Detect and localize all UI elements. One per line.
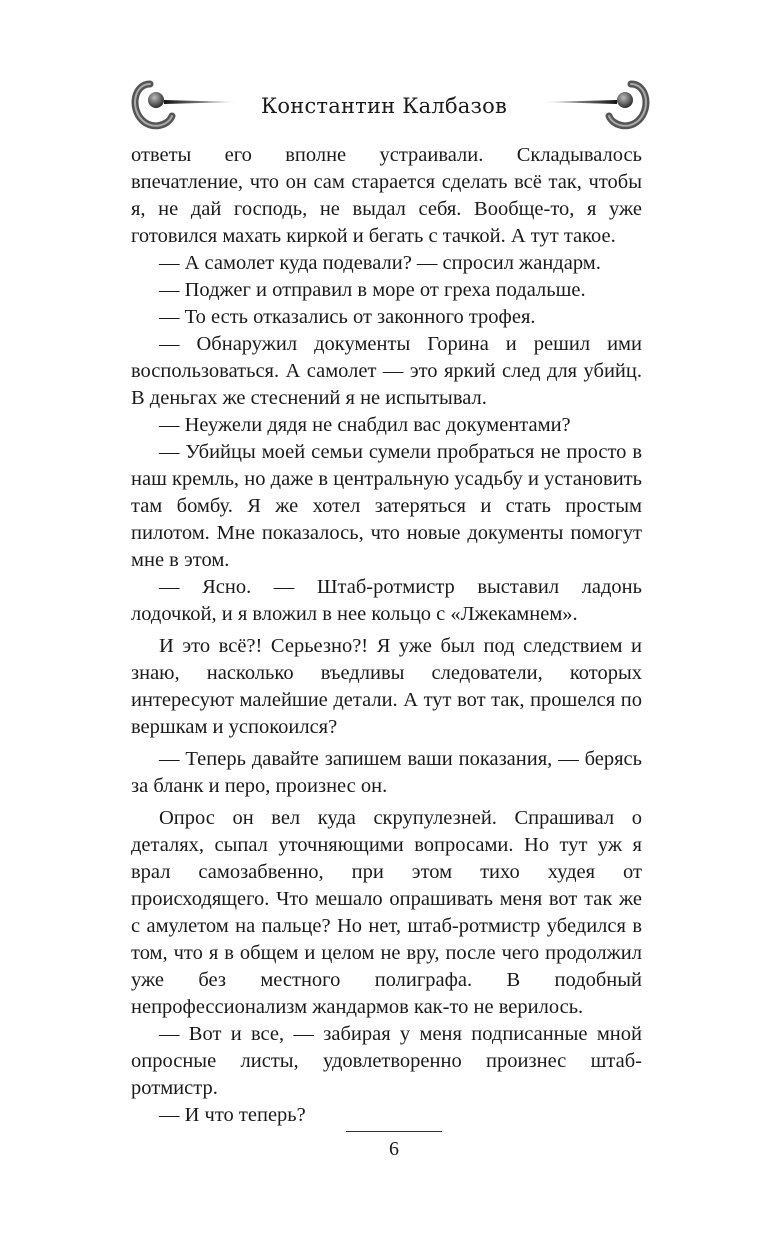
paragraph: — Теперь давайте запишем ваши показания, — берясь за бланк и перо, произнес он. (131, 748, 642, 797)
paragraph: — Неужели дядя не снабдил вас документами? (159, 414, 571, 436)
paragraph: — Обнаружил документы Горина и решил ими воспользоваться. А самолет — это яркий след для убийц. В деньгах же стеснений я не испытывал. (131, 333, 642, 409)
paragraph: — Ясно. — Штаб-ротмистр выставил ладонь лодочкой, и я вложил в нее кольцо с «Лжекамнем». (131, 576, 642, 625)
paragraph: — То есть отказались от законного трофея. (159, 306, 536, 328)
footer-rule (346, 1131, 442, 1132)
paragraph: Опрос он вел куда скрупулезней. Спрашивал о деталях, сыпал уточняющими вопросами. Но тут уж я врал самозабвенно, при этом тихо худея от происходящего. Что мешало опрашивать меня вот так же с амулетом на пальце? Но нет, штаб-ротмистр убедился в том, что я в общем и целом не вру, после чего продолжил уже без местного полиграфа. В подобный непрофессионализм жандармов как-то не верилось. (131, 807, 642, 1018)
paragraph: — И что теперь? (159, 1104, 306, 1126)
paragraph: — Поджег и отправил в море от греха подальше. (159, 279, 586, 301)
page-header (0, 74, 768, 138)
paragraph: ответы его вполне устраивали. Складывалось впечатление, что он сам старается сделать всё так, чтобы я, не дай господь, не выдал себя. Вообще-то, я уже готовился махать киркой и бегать с тачкой. А тут такое. (131, 144, 642, 247)
paragraph: — Вот и все, — забирая у меня подписанные мной опросные листы, удовлетворенно произнес штаб-ротмистр. (131, 1023, 642, 1099)
body-text (131, 142, 642, 1129)
ornament-right-icon (543, 74, 653, 138)
paragraph: — Убийцы моей семьи сумели пробраться не просто в наш кремль, но даже в центральную усадьбу и установить там бомбу. Я же хотел затеряться и стать простым пилотом. Мне показалось, что новые документы помогут мне в этом. (131, 441, 642, 571)
running-title: Константин Калбазов (260, 94, 508, 118)
paragraph: — А самолет куда подевали? — спросил жандарм. (159, 252, 601, 274)
paragraph: И это всё?! Серьезно?! Я уже был под следствием и знаю, насколько въедливы следователи, которых интересуют малейшие детали. А тут вот так, прошелся по вершкам и успокоился? (131, 635, 642, 738)
page-number: 6 (389, 1138, 399, 1160)
